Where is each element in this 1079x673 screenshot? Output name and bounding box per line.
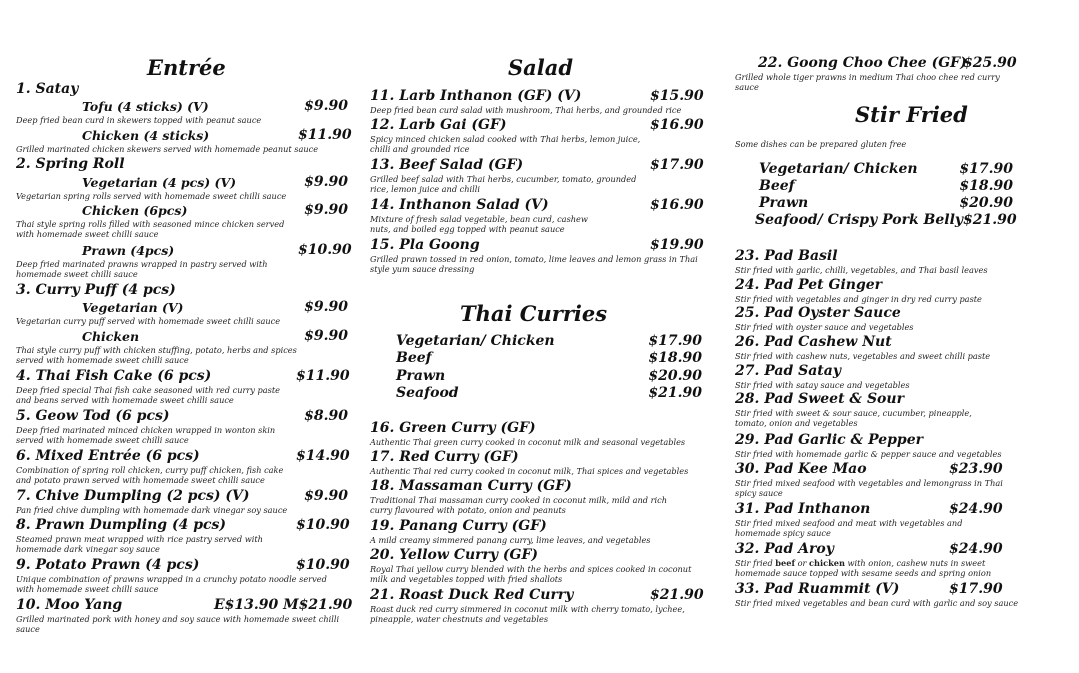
curry-price-value: $18.90 bbox=[648, 350, 702, 366]
item17-name: 17. Red Curry (GF) bbox=[370, 449, 519, 465]
curry-price-value: $17.90 bbox=[648, 333, 702, 349]
spring-roll-title: 2. Spring Roll bbox=[16, 156, 125, 172]
item16-desc: Authentic Thai green curry cooked in coconut milk and seasonal vegetables bbox=[370, 437, 686, 447]
item8-desc: Steamed prawn meat wrapped with rice pastry served with homemade dark vinegar soy sauce bbox=[16, 534, 263, 554]
item31-price: $24.90 bbox=[949, 501, 1003, 517]
curry-price-row bbox=[396, 350, 702, 367]
item26-name: 26. Pad Cashew Nut bbox=[735, 334, 892, 350]
item23-desc: Stir fried with garlic, chilli, vegetables, and Thai basil leaves bbox=[735, 265, 988, 275]
item19-name: 19. Panang Curry (GF) bbox=[370, 518, 547, 534]
item32-desc-beef: beef bbox=[775, 558, 795, 568]
stirfry-price-label: Prawn bbox=[759, 195, 809, 211]
item5-name: 5. Geow Tod (6 pcs) bbox=[16, 408, 170, 424]
curry-puff-chicken-price: $9.90 bbox=[304, 328, 348, 344]
item29-desc: Stir fried with homemade garlic & pepper sauce and vegetables bbox=[735, 449, 1002, 459]
item33-desc: Stir fried mixed vegetables and bean curd with garlic and soy sauce bbox=[735, 598, 1019, 608]
item31-name: 31. Pad Inthanon bbox=[735, 501, 871, 517]
curry-puff-veg-price: $9.90 bbox=[304, 299, 348, 315]
spring-veg-name: Vegetarian (4 pcs) (V) bbox=[82, 175, 237, 190]
item25-desc: Stir fried with oyster sauce and vegetables bbox=[735, 322, 914, 332]
item32-desc-part: with onion, cashew nuts in sweet homemade sauce topped with sesame seeds and spring onion bbox=[735, 558, 992, 578]
item12-name: 12. Larb Gai (GF) bbox=[370, 117, 507, 133]
item7-name: 7. Chive Dumpling (2 pcs) (V) bbox=[16, 488, 250, 504]
stirfry-price-row bbox=[759, 161, 1013, 178]
item21-name: 21. Roast Duck Red Curry bbox=[370, 587, 574, 603]
spring-prawn-price: $10.90 bbox=[298, 242, 352, 258]
stirfry-price-label: Beef bbox=[759, 178, 795, 194]
item14-desc: Mixture of fresh salad vegetable, bean curd, cashew nuts, and boiled egg topped with peanut sauce bbox=[370, 214, 588, 234]
stir-fried-column bbox=[733, 0, 1023, 673]
curry-price-value: $21.90 bbox=[648, 385, 702, 401]
item24-desc: Stir fried with vegetables and ginger in dry red curry paste bbox=[735, 294, 982, 304]
item33-price: $17.90 bbox=[949, 581, 1003, 597]
item7-price: $9.90 bbox=[304, 488, 348, 504]
item27-name: 27. Pad Satay bbox=[735, 363, 841, 379]
curry-price-label: Vegetarian/ Chicken bbox=[396, 333, 555, 349]
item13-name: 13. Beef Salad (GF) bbox=[370, 157, 524, 173]
gluten-free-note: Some dishes can be prepared gluten free bbox=[735, 139, 907, 149]
item32-name: 32. Pad Aroy bbox=[735, 541, 834, 557]
item30-price: $23.90 bbox=[949, 461, 1003, 477]
curries-heading: Thai Curries bbox=[460, 301, 608, 326]
item29-name: 29. Pad Garlic & Pepper bbox=[735, 432, 923, 448]
curry-price-value: $20.90 bbox=[648, 368, 702, 384]
item25-name: 25. Pad Oyster Sauce bbox=[735, 305, 901, 321]
spring-chicken-name: Chicken (6pcs) bbox=[82, 203, 188, 218]
spring-veg-desc: Vegetarian spring rolls served with homemade sweet chilli sauce bbox=[16, 191, 287, 201]
item5-price: $8.90 bbox=[304, 408, 348, 424]
satay-chicken-desc: Grilled marinated chicken skewers served with homemade peanut sauce bbox=[16, 144, 319, 154]
item31-desc: Stir fried mixed seafood and meat with vegetables and homemade spicy sauce bbox=[735, 518, 963, 538]
item18-name: 18. Massaman Curry (GF) bbox=[370, 478, 572, 494]
item11-price: $15.90 bbox=[650, 88, 704, 104]
item10-name: 10. Moo Yang bbox=[16, 597, 123, 613]
satay-tofu-desc: Deep fried bean curd in skewers topped with peanut sauce bbox=[16, 115, 262, 125]
item28-name: 28. Pad Sweet & Sour bbox=[735, 391, 904, 407]
stirfry-price-row bbox=[755, 212, 1017, 229]
item28-desc: Stir fried with sweet & sour sauce, cucumber, pineapple, tomato, onion and vegetables bbox=[735, 408, 972, 428]
item7-desc: Pan fried chive dumpling with homemade dark vinegar soy sauce bbox=[16, 505, 288, 515]
item22-desc: Grilled whole tiger prawns in medium Thai choo chee red curry sauce bbox=[735, 72, 1000, 92]
item14-name: 14. Inthanon Salad (V) bbox=[370, 197, 549, 213]
item32-desc bbox=[735, 558, 995, 578]
spring-chicken-price: $9.90 bbox=[304, 202, 348, 218]
item6-name: 6. Mixed Entrée (6 pcs) bbox=[16, 448, 200, 464]
salad-heading: Salad bbox=[508, 55, 574, 80]
item32-price: $24.90 bbox=[949, 541, 1003, 557]
item30-desc: Stir fried mixed seafood with vegetables and lemongrass in Thai spicy sauce bbox=[735, 478, 1003, 498]
satay-chicken-name: Chicken (4 sticks) bbox=[82, 128, 210, 143]
stirfry-price-value: $17.90 bbox=[959, 161, 1013, 177]
spring-chicken-desc: Thai style spring rolls filled with seasoned mince chicken served with homemade sweet chilli sauce bbox=[16, 219, 285, 239]
satay-title: 1. Satay bbox=[16, 81, 79, 97]
spring-prawn-name: Prawn (4pcs) bbox=[82, 243, 175, 258]
item10-price: E$13.90 M$21.90 bbox=[214, 597, 353, 613]
entree-column bbox=[14, 0, 354, 673]
curry-puff-veg-desc: Vegetarian curry puff served with homemade sweet chilli sauce bbox=[16, 316, 281, 326]
item21-price: $21.90 bbox=[650, 587, 704, 603]
satay-chicken-price: $11.90 bbox=[298, 127, 352, 143]
item9-price: $10.90 bbox=[296, 557, 350, 573]
stirfry-price-label: Seafood/ Crispy Pork Belly bbox=[755, 212, 964, 228]
spring-veg-price: $9.90 bbox=[304, 174, 348, 190]
item11-name: 11. Larb Inthanon (GF) (V) bbox=[370, 88, 582, 104]
curry-price-row bbox=[396, 333, 702, 350]
satay-tofu-price: $9.90 bbox=[304, 98, 348, 114]
item13-price: $17.90 bbox=[650, 157, 704, 173]
curry-puff-chicken-name: Chicken bbox=[82, 329, 140, 344]
curry-price-row bbox=[396, 385, 702, 402]
item12-price: $16.90 bbox=[650, 117, 704, 133]
item22-name: 22. Goong Choo Chee (GF) bbox=[758, 55, 967, 71]
item20-desc: Royal Thai yellow curry blended with the herbs and spices cooked in coconut milk and vegetables topped with fried shallots bbox=[370, 564, 692, 584]
stirfry-price-label: Vegetarian/ Chicken bbox=[759, 161, 918, 177]
curry-price-label: Prawn bbox=[396, 368, 446, 384]
item15-price: $19.90 bbox=[650, 237, 704, 253]
item13-desc: Grilled beef salad with Thai herbs, cucumber, tomato, grounded rice, lemon juice and chilli bbox=[370, 174, 637, 194]
stirfry-price-value: $21.90 bbox=[963, 212, 1017, 228]
item24-name: 24. Pad Pet Ginger bbox=[735, 277, 883, 293]
item9-name: 9. Potato Prawn (4 pcs) bbox=[16, 557, 200, 573]
item18-desc: Traditional Thai massaman curry cooked in coconut milk, mild and rich curry flavoured with potato, onion and peanuts bbox=[370, 495, 667, 515]
curry-puff-veg-name: Vegetarian (V) bbox=[82, 300, 184, 315]
stirfry-price-value: $20.90 bbox=[959, 195, 1013, 211]
stir-fried-heading: Stir Fried bbox=[855, 102, 968, 127]
item14-price: $16.90 bbox=[650, 197, 704, 213]
item6-price: $14.90 bbox=[296, 448, 350, 464]
item23-name: 23. Pad Basil bbox=[735, 248, 838, 264]
item6-desc: Combination of spring roll chicken, curry puff chicken, fish cake and potato prawn served with homemade sweet chilli sauce bbox=[16, 465, 284, 485]
curry-price-row bbox=[396, 368, 702, 385]
curry-puff-title: 3. Curry Puff (4 pcs) bbox=[16, 282, 176, 298]
item30-name: 30. Pad Kee Mao bbox=[735, 461, 867, 477]
item8-price: $10.90 bbox=[296, 517, 350, 533]
item15-desc: Grilled prawn tossed in red onion, tomato, lime leaves and lemon grass in Thai style yum sauce dressing bbox=[370, 254, 698, 274]
item4-name: 4. Thai Fish Cake (6 pcs) bbox=[16, 368, 212, 384]
item20-name: 20. Yellow Curry (GF) bbox=[370, 547, 539, 563]
spring-prawn-desc: Deep fried marinated prawns wrapped in pastry served with homemade sweet chilli sauce bbox=[16, 259, 268, 279]
stirfry-price-value: $18.90 bbox=[959, 178, 1013, 194]
satay-tofu-name: Tofu (4 sticks) (V) bbox=[82, 99, 209, 114]
item15-name: 15. Pla Goong bbox=[370, 237, 480, 253]
entree-heading: Entrée bbox=[147, 55, 226, 80]
item32-desc-part: or bbox=[794, 558, 810, 568]
item21-desc: Roast duck red curry simmered in coconut milk with cherry tomato, lychee, pineapple, water chestnuts and vegetables bbox=[370, 604, 685, 624]
item12-desc: Spicy minced chicken salad cooked with Thai herbs, lemon juice, chilli and grounded rice bbox=[370, 134, 641, 154]
item26-desc: Stir fried with cashew nuts, vegetables and sweet chilli paste bbox=[735, 351, 991, 361]
item11-desc: Deep fried bean curd salad with mushroom, Thai herbs, and grounded rice bbox=[370, 105, 682, 115]
item4-price: $11.90 bbox=[296, 368, 350, 384]
stirfry-price-row bbox=[759, 178, 1013, 195]
item19-desc: A mild creamy simmered panang curry, lime leaves, and vegetables bbox=[370, 535, 651, 545]
item33-name: 33. Pad Ruammit (V) bbox=[735, 581, 900, 597]
item10-desc: Grilled marinated pork with honey and soy sauce with homemade sweet chilli sauce bbox=[16, 614, 340, 634]
item8-name: 8. Prawn Dumpling (4 pcs) bbox=[16, 517, 227, 533]
curry-price-label: Beef bbox=[396, 350, 432, 366]
item5-desc: Deep fried marinated minced chicken wrapped in wonton skin served with homemade sweet chilli sauce bbox=[16, 425, 276, 445]
item16-name: 16. Green Curry (GF) bbox=[370, 420, 536, 436]
stirfry-price-row bbox=[759, 195, 1013, 212]
item27-desc: Stir fried with satay sauce and vegetables bbox=[735, 380, 910, 390]
item32-desc-part: Stir fried bbox=[735, 558, 776, 568]
salad-curry-column bbox=[368, 0, 708, 673]
item22-price: $25.90 bbox=[963, 55, 1017, 71]
curry-puff-chicken-desc: Thai style curry puff with chicken stuffing, potato, herbs and spices served with homemade sweet chilli sauce bbox=[16, 345, 297, 365]
item17-desc: Authentic Thai red curry cooked in coconut milk, Thai spices and vegetables bbox=[370, 466, 689, 476]
item32-desc-chicken: chicken bbox=[809, 558, 845, 568]
item9-desc: Unique combination of prawns wrapped in a crunchy potato noodle served with homemade sweet chilli sauce bbox=[16, 574, 327, 594]
item4-desc: Deep fried special Thai fish cake seasoned with red curry paste and beans served with homemade sweet chilli sauce bbox=[16, 385, 280, 405]
curry-price-label: Seafood bbox=[396, 385, 459, 401]
